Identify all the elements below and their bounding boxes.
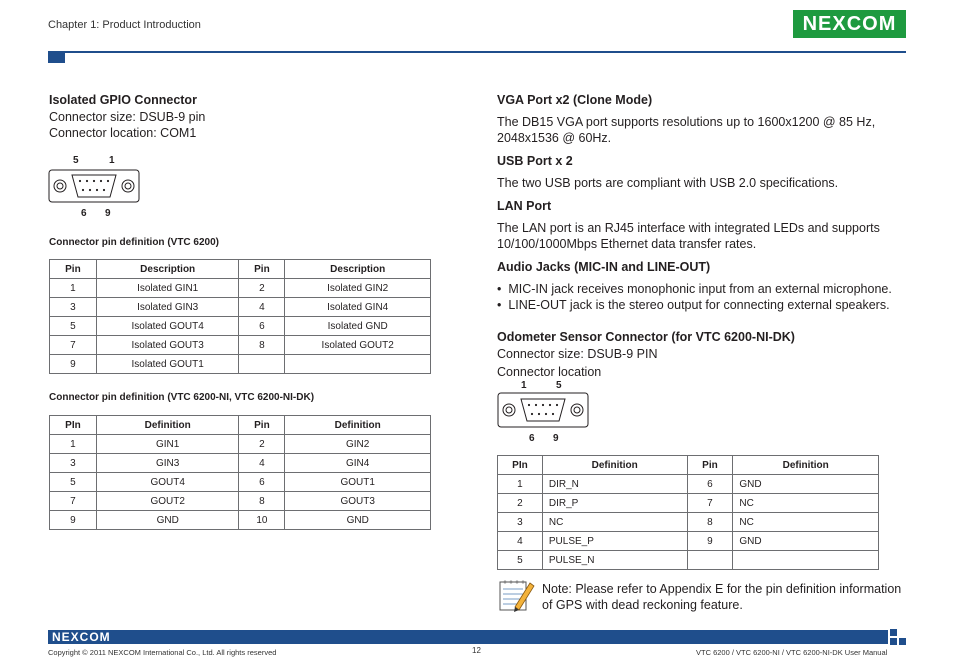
- table-cell: 3: [498, 513, 543, 532]
- table-row: [498, 551, 879, 570]
- table-cell: GIN1: [96, 435, 239, 454]
- odometer-pin-label: 5: [556, 380, 562, 391]
- manual-title: VTC 6200 / VTC 6200-NI / VTC 6200-NI-DK User Manual: [696, 648, 888, 657]
- table-cell: 6: [687, 475, 733, 494]
- table-cell: 4: [239, 298, 285, 317]
- table-row: [50, 511, 431, 530]
- audio-bullet: [497, 281, 892, 297]
- table-cell: 5: [50, 317, 97, 336]
- table-cell: GND: [733, 532, 879, 551]
- table-header-cell: Definition: [96, 416, 239, 435]
- table-cell: 2: [239, 279, 285, 298]
- table-row: [498, 494, 879, 513]
- table1-caption: Connector pin definition (VTC 6200): [49, 237, 220, 248]
- table-cell: 9: [687, 532, 733, 551]
- vga-text-line: The DB15 VGA port supports resolutions up to 1600x1200 @ 85 Hz,: [497, 115, 876, 129]
- table-cell: 1: [50, 279, 97, 298]
- pin-table-vtc6200-ni: [49, 415, 431, 530]
- odometer-pin-label: 1: [521, 380, 527, 391]
- table-cell: 6: [239, 473, 285, 492]
- table-cell: 1: [50, 435, 97, 454]
- table-cell: PULSE_N: [542, 551, 687, 570]
- table-cell: 7: [50, 492, 97, 511]
- table-cell: 8: [239, 492, 285, 511]
- table-header-row: [50, 260, 431, 279]
- table-row: [50, 279, 431, 298]
- table-header-cell: Description: [285, 260, 431, 279]
- table-row: [498, 513, 879, 532]
- footer-squares-icon: [890, 629, 906, 645]
- notepad-pencil-icon: [497, 577, 537, 613]
- table-cell: 4: [498, 532, 543, 551]
- table-cell: 2: [239, 435, 285, 454]
- footer-bar: [48, 630, 888, 644]
- table-cell: GOUT3: [285, 492, 431, 511]
- footer-copyright: Copyright © 2011 NEXCOM International Co., Ltd. All rights reserved: [48, 648, 277, 657]
- odometer-pin-label: 6: [529, 433, 535, 444]
- dsub9-connector-icon: [497, 392, 589, 428]
- table-cell: 2: [498, 494, 543, 513]
- logo-text: NEXCOM: [802, 12, 897, 35]
- table-cell: 7: [50, 336, 97, 355]
- table-header-cell: Pin: [239, 260, 285, 279]
- table-header-row: [50, 416, 431, 435]
- table-cell: NC: [733, 494, 879, 513]
- bullet-icon: •: [497, 282, 509, 296]
- table-header-cell: Pin: [239, 416, 285, 435]
- table-cell: 8: [687, 513, 733, 532]
- nexcom-logo: [793, 10, 906, 38]
- bullet-icon: •: [497, 298, 509, 312]
- table-cell: GND: [285, 511, 431, 530]
- usb-text: The two USB ports are compliant with USB 2.0 specifications.: [497, 176, 839, 190]
- table-cell: 7: [687, 494, 733, 513]
- bullet-text: LINE-OUT jack is the stereo output for connecting external speakers.: [508, 298, 890, 312]
- table-cell: Isolated GOUT4: [96, 317, 239, 336]
- header-marker: [48, 52, 65, 63]
- odometer-size: Connector size: DSUB-9 PIN: [497, 347, 658, 361]
- table-row: [498, 475, 879, 494]
- table-cell: Isolated GIN3: [96, 298, 239, 317]
- gpio-location: Connector location: COM1: [49, 126, 197, 140]
- table-cell: [733, 551, 879, 570]
- table-cell: 4: [239, 454, 285, 473]
- table-header-cell: Definition: [542, 456, 687, 475]
- table-cell: GIN4: [285, 454, 431, 473]
- table-cell: NC: [733, 513, 879, 532]
- table-cell: Isolated GOUT1: [96, 355, 239, 374]
- usb-title: USB Port x 2: [497, 154, 573, 168]
- gpio-title: Isolated GPIO Connector: [49, 93, 197, 107]
- table-header-cell: Description: [96, 260, 239, 279]
- table-cell: 1: [498, 475, 543, 494]
- table-cell: [285, 355, 431, 374]
- table-cell: GND: [733, 475, 879, 494]
- header-rule: [48, 51, 906, 53]
- note-text-line: Note: Please refer to Appendix E for the pin definition information: [542, 582, 902, 596]
- gpio-pin-label: 9: [105, 208, 111, 219]
- table-header-cell: Definition: [285, 416, 431, 435]
- vga-text-line: 2048x1536 @ 60Hz.: [497, 131, 612, 145]
- table-row: [50, 317, 431, 336]
- table-header-cell: Pin: [687, 456, 733, 475]
- table-cell: 9: [50, 511, 97, 530]
- table-cell: GIN3: [96, 454, 239, 473]
- table-cell: Isolated GIN1: [96, 279, 239, 298]
- gpio-size: Connector size: DSUB-9 pin: [49, 110, 206, 124]
- table-header-cell: PIn: [498, 456, 543, 475]
- table-cell: Isolated GOUT3: [96, 336, 239, 355]
- table-header-cell: PIn: [50, 416, 97, 435]
- table-cell: Isolated GIN2: [285, 279, 431, 298]
- pin-table-vtc6200: [49, 259, 431, 374]
- chapter-title: Chapter 1: Product Introduction: [48, 19, 201, 31]
- odometer-location: Connector location: [497, 365, 602, 379]
- note-text-line: of GPS with dead reckoning feature.: [542, 598, 743, 612]
- table-header-row: [498, 456, 879, 475]
- table-cell: Isolated GOUT2: [285, 336, 431, 355]
- audio-title: Audio Jacks (MIC-IN and LINE-OUT): [497, 260, 711, 274]
- table-cell: 5: [498, 551, 543, 570]
- footer-logo: NEXCOM: [52, 630, 111, 644]
- table-row: [50, 473, 431, 492]
- table-cell: DIR_N: [542, 475, 687, 494]
- odometer-title: Odometer Sensor Connector (for VTC 6200-NI-DK): [497, 330, 795, 344]
- table-cell: GIN2: [285, 435, 431, 454]
- gpio-pin-label: 5: [73, 155, 79, 166]
- table-cell: 9: [50, 355, 97, 374]
- table-cell: GND: [96, 511, 239, 530]
- table-cell: Isolated GND: [285, 317, 431, 336]
- table-cell: 3: [50, 454, 97, 473]
- bullet-text: MIC-IN jack receives monophonic input from an external microphone.: [508, 282, 892, 296]
- table-cell: Isolated GIN4: [285, 298, 431, 317]
- table-cell: 3: [50, 298, 97, 317]
- lan-title: LAN Port: [497, 199, 552, 213]
- table-row: [50, 336, 431, 355]
- table-row: [498, 532, 879, 551]
- table-row: [50, 492, 431, 511]
- lan-text-line: The LAN port is an RJ45 interface with integrated LEDs and supports: [497, 221, 880, 235]
- table-row: [50, 454, 431, 473]
- table-cell: NC: [542, 513, 687, 532]
- lan-text-line: 10/100/1000Mbps Ethernet data transfer rates.: [497, 237, 757, 251]
- table-row: [50, 355, 431, 374]
- table2-caption: Connector pin definition (VTC 6200-NI, VTC 6200-NI-DK): [49, 392, 315, 403]
- table-row: [50, 435, 431, 454]
- table-cell: 6: [239, 317, 285, 336]
- table-cell: GOUT4: [96, 473, 239, 492]
- table-header-cell: Pin: [50, 260, 97, 279]
- pin-table-odometer: [497, 455, 879, 570]
- table-cell: [239, 355, 285, 374]
- table-cell: [687, 551, 733, 570]
- gpio-pin-label: 6: [81, 208, 87, 219]
- audio-bullet: [497, 297, 890, 313]
- page-number: 12: [472, 646, 481, 655]
- table-cell: PULSE_P: [542, 532, 687, 551]
- table-cell: 8: [239, 336, 285, 355]
- table-header-cell: Definition: [733, 456, 879, 475]
- odometer-pin-label: 9: [553, 433, 559, 444]
- table-cell: 5: [50, 473, 97, 492]
- vga-title: VGA Port x2 (Clone Mode): [497, 93, 653, 107]
- table-cell: DIR_P: [542, 494, 687, 513]
- table-cell: GOUT2: [96, 492, 239, 511]
- gpio-pin-label: 1: [109, 155, 115, 166]
- dsub9-connector-icon: [48, 169, 140, 203]
- table-cell: GOUT1: [285, 473, 431, 492]
- table-cell: 10: [239, 511, 285, 530]
- table-row: [50, 298, 431, 317]
